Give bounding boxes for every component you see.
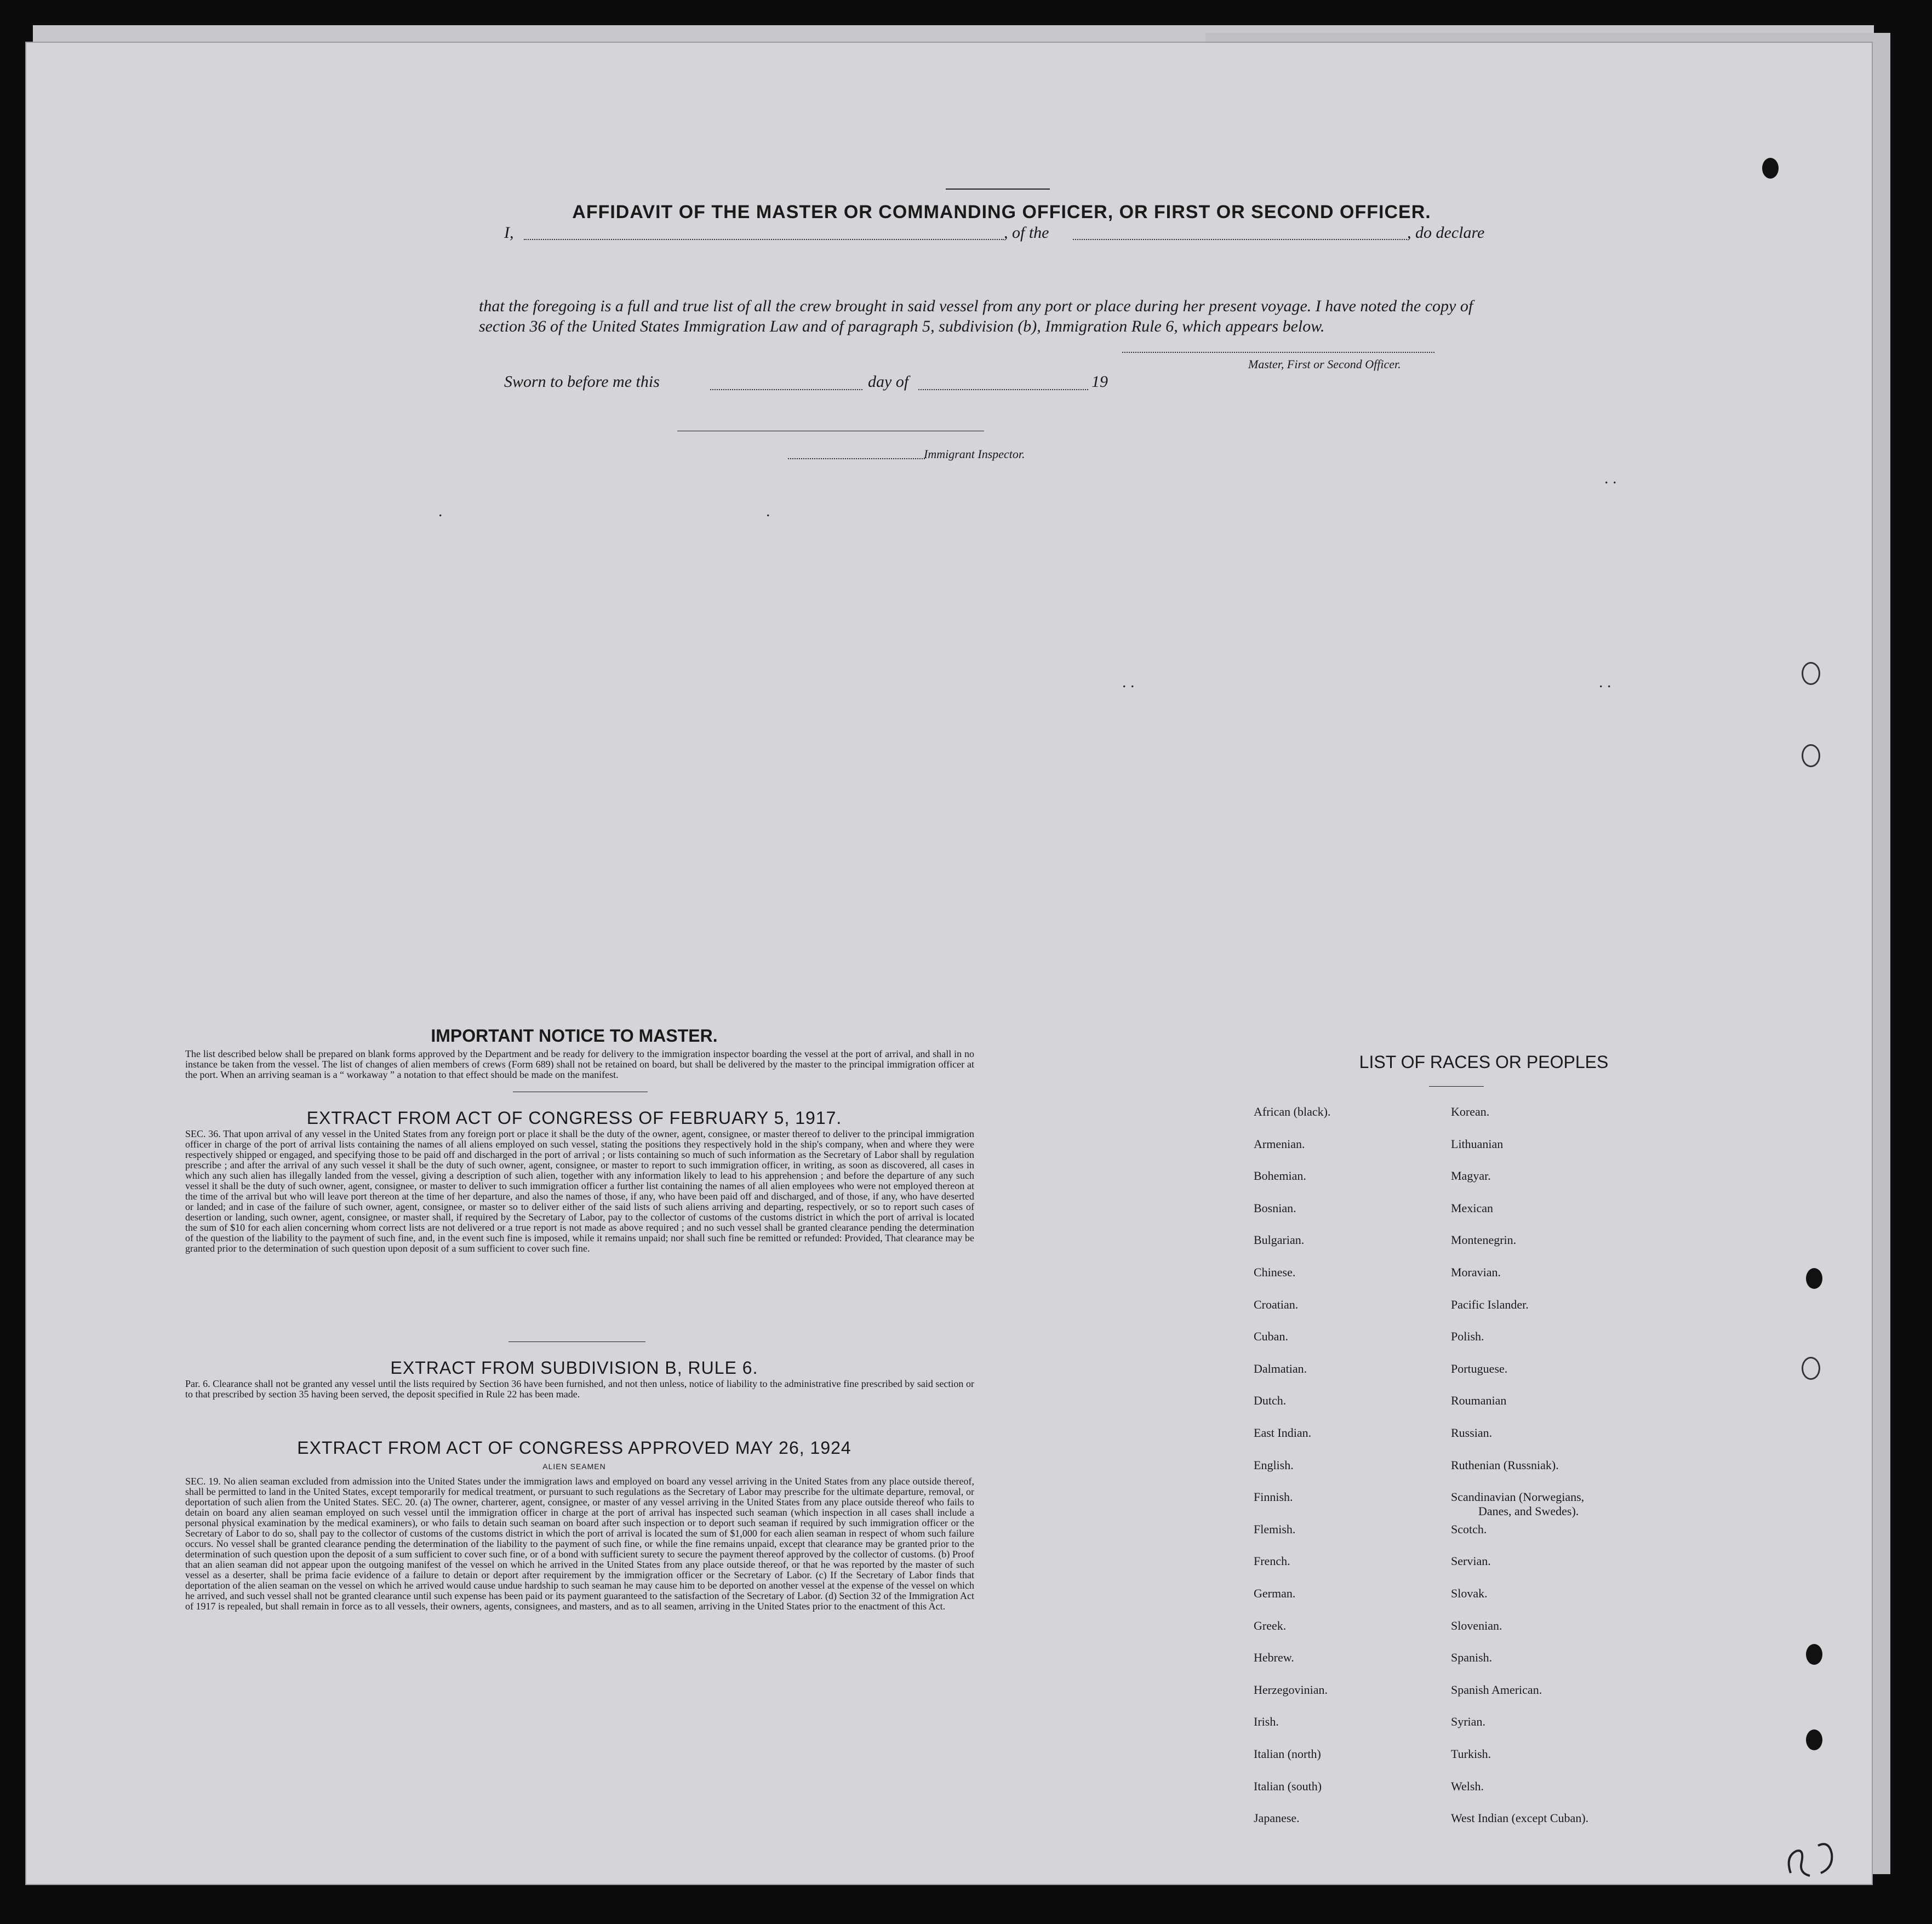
race-item-left: Cuban.: [1254, 1329, 1288, 1343]
sworn-label: Sworn to before me this: [504, 373, 660, 391]
bleed-mark: .: [766, 502, 770, 520]
bleed-mark: . .: [1122, 673, 1135, 691]
inspector-dotline: [788, 458, 925, 459]
race-item-left: Bulgarian.: [1254, 1233, 1305, 1247]
race-item-right: West Indian (except Cuban).: [1451, 1811, 1589, 1825]
race-item-left: Hebrew.: [1254, 1651, 1294, 1664]
race-item-right: Portuguese.: [1451, 1362, 1508, 1375]
extract-1917-title: EXTRACT FROM ACT OF CONGRESS OF FEBRUARY 5, 1917.: [306, 1108, 842, 1128]
handwritten-page-mark: [1780, 1835, 1845, 1884]
binder-hole: [1806, 1729, 1822, 1750]
extract-1924-title: EXTRACT FROM ACT OF CONGRESS APPROVED MAY 26, 1924: [297, 1438, 851, 1458]
month-blank: [918, 389, 1088, 390]
race-item-left: German.: [1254, 1586, 1296, 1600]
affidavit-title: AFFIDAVIT OF THE MASTER OR COMMANDING OFFICER, OR FIRST OR SECOND OFFICER.: [572, 202, 1431, 222]
bleed-mark: .: [438, 502, 443, 520]
race-item-right: Magyar.: [1451, 1169, 1491, 1183]
race-item-left: Armenian.: [1254, 1137, 1305, 1151]
affidavit-do-declare: , do declare: [1407, 224, 1485, 242]
affidavit-paragraph: that the foregoing is a full and true list of all the crew brought in said vessel from any port or place during her present voyage. I have noted the copy of section 36 of the United States Immigration Law and of paragraph 5, subdivision (b), Immigration Rule 6, which appears below.: [479, 297, 1473, 335]
day-of-label: day of: [868, 373, 909, 391]
sworn-day-blank: [710, 389, 862, 390]
race-item-right: Montenegrin.: [1451, 1233, 1517, 1247]
extract-1924-subtitle: ALIEN SEAMEN: [542, 1462, 606, 1471]
extract-rule6-title: EXTRACT FROM SUBDIVISION B, RULE 6.: [390, 1358, 758, 1378]
race-item-right: Polish.: [1451, 1329, 1484, 1343]
races-rule: [1429, 1086, 1484, 1087]
race-item-right: Moravian.: [1451, 1265, 1501, 1279]
race-item-right: Mexican: [1451, 1201, 1493, 1215]
binder-ring: [1802, 662, 1820, 685]
race-item-left: Bohemian.: [1254, 1169, 1306, 1183]
race-item-right: Roumanian: [1451, 1394, 1507, 1407]
document-sheet: [26, 43, 1872, 1884]
binder-hole: [1806, 1644, 1822, 1665]
race-item-left: French.: [1254, 1554, 1290, 1568]
master-label: Master, First or Second Officer.: [1248, 357, 1401, 371]
race-item-left: Irish.: [1254, 1715, 1279, 1728]
race-item-right: Pacific Islander.: [1451, 1298, 1529, 1311]
race-item-right: Slovak.: [1451, 1586, 1488, 1600]
race-item-right: Korean.: [1451, 1105, 1490, 1118]
affidavit-i-label: I,: [504, 224, 514, 242]
race-item-left: Croatian.: [1254, 1298, 1299, 1311]
race-item-left: Italian (north): [1254, 1747, 1321, 1761]
races-title: LIST OF RACES OR PEOPLES: [1359, 1052, 1609, 1072]
race-item-left: Herzegovinian.: [1254, 1683, 1328, 1697]
race-item-right: Russian.: [1451, 1426, 1493, 1440]
name-blank: [524, 239, 1004, 240]
race-item-left: Greek.: [1254, 1619, 1287, 1632]
vessel-blank: [1073, 239, 1407, 240]
race-item-left: Chinese.: [1254, 1265, 1296, 1279]
race-item-right: Slovenian.: [1451, 1619, 1502, 1632]
inspector-label: Immigrant Inspector.: [924, 447, 1025, 461]
extract-1917-text: SEC. 36. That upon arrival of any vessel in the United States from any foreign port or place it shall be the duty of the owner, agent, consignee, or master thereof to deliver to the principal immigration officer in charge of the port of arrival lists containing the names of all aliens employed on such vessel, stating the positions they respectively hold in the ship's company, when and where they were respectively shipped or engaged, and specifying those to be paid off and discharged in the port of arrival ; or lists containing so much of such information as the Secretary of Labor shall by regulation prescribe ; and after the arrival of any such vessel it shall be the duty of such owner, agent, consignee, or master to report to such immigration officer, in writing, as soon as discovered, all cases in which any such alien has illegally landed from the vessel, giving a description of such alien, together with any information likely to lead to his apprehension ; and before the departure of any such vessel it shall be the duty of such owner, agent, consignee, or master to deliver to such immigration officer a further list containing the names of all alien employees who were not employed thereon at the time of the arrival but who will leave port thereon at the time of her departure, and also the names of those, if any, who have been paid off and discharged, and of those, if any, who have deserted or landed; and in case of the failure of such owner, agent, consignee, or master so to deliver either of the said lists of such aliens arriving and departing, respectively, or so to report such cases of desertion or landing, such owner, agent, consignee, or master shall, if required by the Secretary of Labor, pay to the collector of customs of the customs district in which the port of arrival is located the sum of $10 for each alien concerning whom correct lists are not delivered or a true report is not made as above required ; and no such vessel shall be granted clearance pending the determination of the question of the liability to the payment of such fine, and, in the event such fine is imposed, while it remains unpaid; nor shall such fine be remitted or refunded: Provided, That clearance may be granted prior to the determination of such question upon deposit of a sum sufficient to cover such fine.: [185, 1128, 974, 1254]
extract-1924-text: SEC. 19. No alien seaman excluded from admission into the United States under the immigration laws and employed on board any vessel arriving in the United States from any place outside thereof, shall be permitted to land in the United States, except temporarily for medical treatment, or pursuant to such regulations as the Secretary of Labor may prescribe for the ultimate departure, removal, or deportation of such alien from the United States. SEC. 20. (a) The owner, charterer, agent, consignee, or master of any vessel arriving in the United States from any place outside thereof who fails to detain on board any alien seaman employed on such vessel until the immigration officer in charge at the port of arrival has inspected such seaman (which inspection in all cases shall include a personal physical examination by the medical examiners), or who fails to detain such seaman on board after such inspection or to deport such seaman if required by such immigration officer or the Secretary of Labor to do so, shall pay to the collector of customs of the customs district in which the port of arrival is located the sum of $1,000 for each alien seaman in respect of whom such failure occurs. No vessel shall be granted clearance pending the determination of the liability to the payment of such fine, or while the fine remains unpaid, except that clearance may be granted prior to the determination of such question upon the deposit of a sum sufficient to cover such fine, or of a bond with sufficient surety to secure the payment thereof approved by the collector of customs. (b) Proof that an alien seaman did not appear upon the outgoing manifest of the vessel on which he arrived in the United States from any place outside thereof, or that he was reported by the master of such vessel as a deserter, shall be prima facie evidence of a failure to detain or deport after requirement by the immigration officer or the Secretary of Labor. (c) If the Secretary of Labor finds that deportation of the alien seaman on the vessel on which he arrived would cause undue hardship to such seaman he may cause him to be deported on another vessel at the expense of the vessel on which he arrived, and such vessel shall not be granted clearance until such expense has been paid or its payment guaranteed to the satisfaction of the Secretary of Labor. (d) Section 32 of the Immigration Act of 1917 is repealed, but shall remain in force as to all vessels, their owners, agents, consignees, and masters, and as to all seamen, arriving in the United States prior to the enactment of this Act.: [185, 1476, 974, 1612]
race-item-right: Servian.: [1451, 1554, 1491, 1568]
bleed-mark: . .: [1599, 673, 1611, 691]
race-item-left: Flemish.: [1254, 1522, 1296, 1536]
year-label: 19: [1091, 373, 1108, 391]
race-item-left: Italian (south): [1254, 1779, 1322, 1793]
race-item-left: Japanese.: [1254, 1811, 1300, 1825]
extract-1917-rule: [508, 1341, 645, 1342]
race-item-left: English.: [1254, 1458, 1294, 1472]
race-item-right: Syrian.: [1451, 1715, 1485, 1728]
title-rule: [946, 189, 1050, 190]
notice-title: IMPORTANT NOTICE TO MASTER.: [431, 1026, 718, 1046]
race-item-left: Dutch.: [1254, 1394, 1287, 1407]
race-item-left: Bosnian.: [1254, 1201, 1296, 1215]
race-item-right: Turkish.: [1451, 1747, 1491, 1761]
race-item-left: African (black).: [1254, 1105, 1331, 1118]
race-item-right: Welsh.: [1451, 1779, 1484, 1793]
binder-hole: [1806, 1268, 1822, 1289]
race-item-left: Dalmatian.: [1254, 1362, 1307, 1375]
race-item-left: Finnish.: [1254, 1490, 1293, 1504]
race-item-right: Lithuanian: [1451, 1137, 1504, 1151]
binder-ring: [1802, 744, 1820, 767]
race-item-left: East Indian.: [1254, 1426, 1312, 1440]
race-item-right: Spanish.: [1451, 1651, 1493, 1664]
notice-text: The list described below shall be prepared on blank forms approved by the Department and be ready for delivery to the immigration inspector boarding the vessel at the port of arrival, and shall in no instance be taken from the vessel. The list of changes of alien members of crews (Form 689) shall not be retained on board, but shall be delivered by the master to the principal immigration officer at the port. When an arriving seaman is a “ workaway ” a notation to that effect should be made on the manifest.: [185, 1048, 974, 1080]
race-item-right: Ruthenian (Russniak).: [1451, 1458, 1559, 1472]
affidavit-of-the: , of the: [1004, 224, 1049, 242]
master-signature-line: [1122, 352, 1434, 353]
binder-hole: [1762, 158, 1779, 179]
race-item-right: Scandinavian (Norwegians,: [1451, 1490, 1585, 1504]
bleed-mark: . .: [1604, 469, 1617, 487]
extract-rule6-text: Par. 6. Clearance shall not be granted any vessel until the lists required by Section 36 have been furnished, and not then unless, notice of liability to the administrative fine prescribed by said section or to that prescribed by section 35 having been served, the deposit specified in Rule 22 has been made.: [185, 1378, 974, 1400]
binder-ring: [1802, 1357, 1820, 1380]
race-item-right: Danes, and Swedes).: [1478, 1504, 1579, 1518]
race-item-right: Spanish American.: [1451, 1683, 1542, 1697]
race-item-right: Scotch.: [1451, 1522, 1487, 1536]
